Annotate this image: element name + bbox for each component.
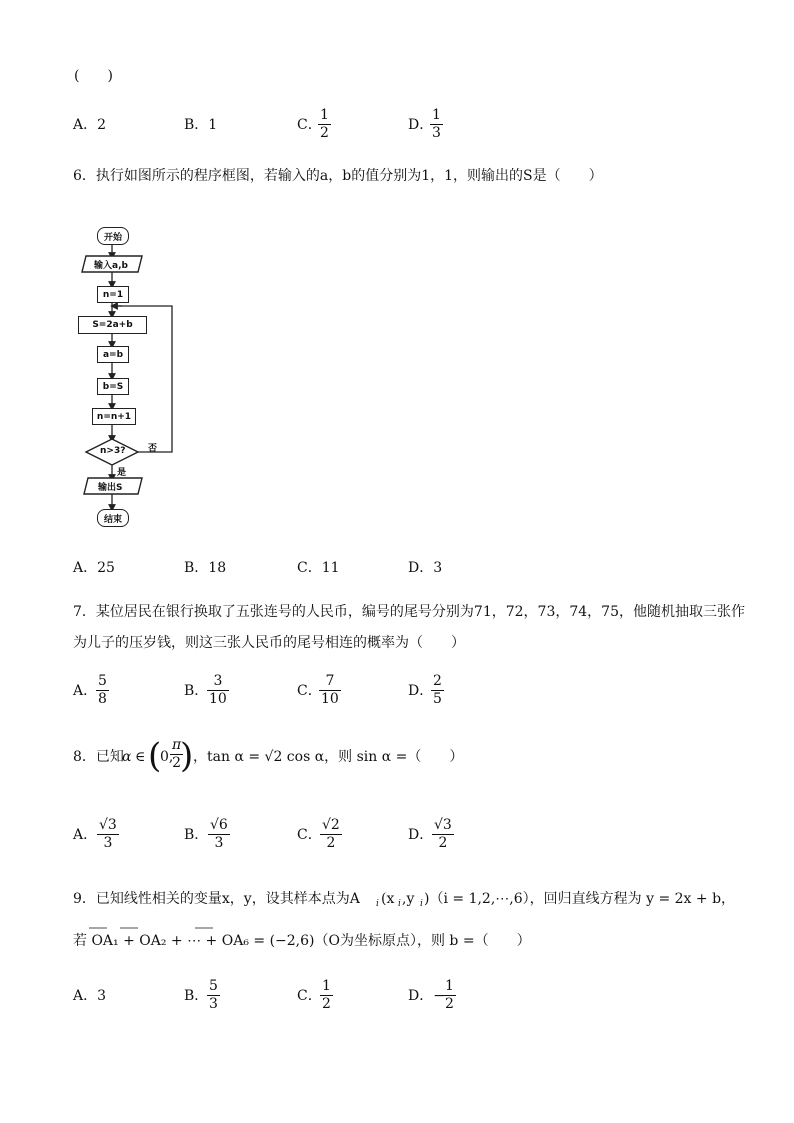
flowchart-yes-label: 是 [117, 468, 127, 478]
q5-option-d-fraction: 1 3 [432, 107, 441, 141]
q6-option-d[interactable]: D．3 [408, 560, 443, 576]
q8-interval-left: 0, [160, 749, 174, 765]
q9-option-d-prefix: D．− [408, 988, 445, 1004]
q8-condition: ，tan α = √2 cos α，则 sin α =（ ） [193, 749, 464, 765]
q8-option-b-prefix: B． [184, 827, 209, 843]
flowchart-input: 输入a,b [94, 261, 128, 271]
q9-line1-subscript-y: i [420, 899, 423, 909]
q8-option-a-prefix: A． [73, 827, 98, 843]
q6-option-b[interactable]: B．18 [184, 560, 227, 576]
q9-line1-rest: (x [381, 891, 395, 907]
q5-option-a[interactable]: A．2 [73, 117, 107, 133]
q7-option-a-prefix: A． [73, 683, 98, 699]
q8-left-paren: ( [148, 736, 162, 776]
flowchart-no-label: 否 [148, 444, 158, 454]
q8-option-d-prefix: D． [408, 827, 434, 843]
flowchart-end: 结束 [97, 509, 129, 527]
q8-option-b-fraction: √6 3 [210, 817, 228, 851]
q5-answer-paren: ( ) [74, 68, 113, 84]
q8-option-c-fraction: √2 2 [322, 817, 340, 851]
q9-option-c-prefix: C． [297, 988, 322, 1004]
q6-option-c[interactable]: C．11 [297, 560, 340, 576]
flowchart-step-n: n=n+1 [92, 408, 136, 425]
q9-option-d-fraction: 1 2 [445, 978, 454, 1012]
q7-stem-line1: 7．某位居民在银行换取了五张连号的人民币，编号的尾号分别为71，72，73，74，75，他随机抽取三张作 [73, 604, 745, 620]
q7-option-d-fraction: 2 5 [433, 673, 442, 707]
q7-option-b-prefix: B． [184, 683, 209, 699]
q7-option-b-fraction: 3 10 [209, 673, 227, 707]
q8-option-c-prefix: C． [297, 827, 322, 843]
q8-option-d-fraction: √3 2 [434, 817, 452, 851]
q9-line1-rest2: ,y [402, 891, 415, 907]
q6-option-a[interactable]: A．25 [73, 560, 115, 576]
q5-option-d-prefix: D． [408, 117, 434, 133]
q9-line1-subscript: i [376, 899, 379, 909]
q7-stem-line2: 为儿子的压岁钱，则这三张人民币的尾号相连的概率为（ ） [73, 635, 465, 651]
flowchart-step-a: a=b [97, 346, 129, 363]
q5-option-c-fraction: 1 2 [320, 107, 329, 141]
flowchart-output: 输出S [98, 483, 123, 493]
q6-stem: 6．执行如图所示的程序框图，若输入的a，b的值分别为1，1，则输出的S是（ ） [73, 168, 603, 184]
q5-option-c-prefix: C． [297, 117, 322, 133]
q8-right-paren: ) [180, 736, 194, 776]
q7-option-a-fraction: 5 8 [98, 673, 107, 707]
flowchart-init: n=1 [97, 286, 129, 303]
q5-option-b[interactable]: B．1 [184, 117, 218, 133]
q7-option-c-prefix: C． [297, 683, 322, 699]
q9-stem-line2: 若 OA₁ + OA₂ + ⋯ + OA₆ = (−2,6)（O为坐标原点），则 b =（ ） [73, 933, 531, 949]
q8-alpha: α [122, 749, 132, 765]
q9-line1-subscript-x: i [398, 899, 401, 909]
q8-prefix: 8．已知 [73, 749, 124, 765]
flowchart-start: 开始 [97, 227, 129, 245]
flowchart-condition: n>3? [100, 446, 126, 456]
q8-pi-over-2: π 2 [172, 737, 182, 771]
q9-option-a[interactable]: A．3 [73, 988, 107, 1004]
q9-line1-rest3: )（i = 1,2,⋯,6），回归直线方程为 y = 2x + b， [424, 891, 736, 907]
flowchart-step-b: b=S [97, 378, 129, 395]
q9-option-b-prefix: B． [184, 988, 209, 1004]
q7-option-c-fraction: 7 10 [321, 673, 339, 707]
q9-line1-text: 9．已知线性相关的变量x，y，设其样本点为A [73, 891, 360, 907]
q8-in-symbol: ∈ [135, 749, 146, 765]
q9-option-c-fraction: 1 2 [322, 978, 331, 1012]
q9-option-b-fraction: 5 3 [209, 978, 218, 1012]
q8-option-a-fraction: √3 3 [99, 817, 117, 851]
q7-option-d-prefix: D． [408, 683, 434, 699]
flowchart-step-s: S=2a+b [78, 316, 147, 334]
